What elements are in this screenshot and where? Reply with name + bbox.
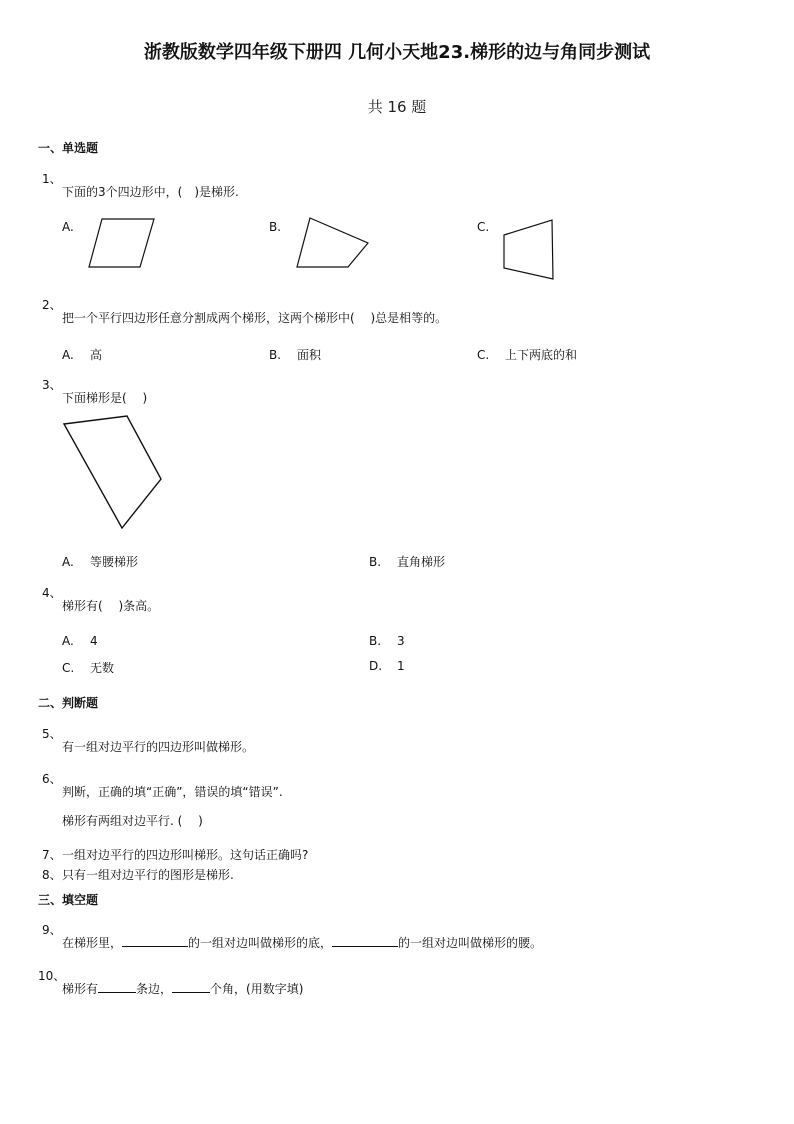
option-text: 上下两底的和 <box>505 348 578 362</box>
question-number: 5、 <box>42 727 62 741</box>
stem-text: 个角，(用数字填) <box>210 982 304 996</box>
question-number: 4、 <box>42 586 62 600</box>
section-heading-single-choice: 一、单选题 <box>38 141 99 155</box>
question-substatement: 梯形有两组对边平行. ( ) <box>62 814 203 828</box>
page-title: 浙教版数学四年级下册四 几何小天地23.梯形的边与角同步测试 <box>143 42 651 63</box>
stem-text: 梯形有 <box>62 982 99 996</box>
question-number: 1、 <box>42 172 62 186</box>
answer-blank[interactable] <box>172 982 210 993</box>
question-number: 6、 <box>42 772 62 786</box>
question-number: 10、 <box>38 969 66 983</box>
option-label: D. <box>369 659 383 673</box>
answer-blank[interactable] <box>332 936 398 947</box>
question-stem: 梯形有( )条高。 <box>62 599 160 613</box>
question-stem: 把一个平行四边形任意分割成两个梯形，这两个梯形中( )总是相等的。 <box>62 311 448 325</box>
question-number: 2、 <box>42 298 62 312</box>
question-count: 共 16 题 <box>367 98 427 116</box>
option-label: B. <box>369 634 382 648</box>
question-stem: 判断，正确的填“正确”，错误的填“错误”. <box>62 785 283 799</box>
parallelogram-figure <box>88 218 158 270</box>
question-stem <box>62 980 303 997</box>
option-label: B. <box>369 555 382 569</box>
right-trapezoid-figure <box>62 414 164 530</box>
question-stem: 下面梯形是( ) <box>62 391 148 405</box>
option-text: 4 <box>90 634 98 648</box>
question-number: 8、 <box>42 868 62 882</box>
question-number: 9、 <box>42 923 62 937</box>
question-stem: 只有一组对边平行的图形是梯形. <box>62 868 234 882</box>
section-heading-fill-in: 三、填空题 <box>38 893 99 907</box>
stem-text: 条边， <box>136 982 173 996</box>
option-c-label: C. <box>477 220 490 234</box>
option-c[interactable] <box>62 659 114 676</box>
question-stem <box>62 934 542 951</box>
option-text: 高 <box>90 348 103 362</box>
option-b[interactable] <box>269 346 321 363</box>
question-number: 7、 <box>42 848 62 862</box>
option-label: A. <box>62 555 74 569</box>
option-label: C. <box>477 348 490 362</box>
option-a[interactable] <box>62 346 102 363</box>
answer-blank[interactable] <box>98 982 136 993</box>
option-label: A. <box>62 348 74 362</box>
stem-text: 的一组对边叫做梯形的底， <box>188 936 333 950</box>
question-number: 3、 <box>42 378 62 392</box>
option-text: 面积 <box>297 348 322 362</box>
option-a[interactable] <box>62 634 98 648</box>
option-text: 3 <box>397 634 405 648</box>
irregular-quadrilateral-figure <box>296 217 372 269</box>
stem-text: 的一组对边叫做梯形的腰。 <box>398 936 543 950</box>
option-label: C. <box>62 661 75 675</box>
option-a-label: A. <box>62 220 74 234</box>
section-heading-true-false: 二、判断题 <box>38 696 99 710</box>
option-text: 1 <box>397 659 405 673</box>
trapezoid-figure <box>503 219 557 281</box>
option-b[interactable] <box>369 634 405 648</box>
question-stem: 有一组对边平行的四边形叫做梯形。 <box>62 740 255 754</box>
question-stem: 一组对边平行的四边形叫梯形。这句话正确吗? <box>62 848 309 862</box>
option-b[interactable] <box>369 553 445 570</box>
option-a[interactable] <box>62 553 138 570</box>
option-text: 直角梯形 <box>397 555 446 569</box>
option-c[interactable] <box>477 346 577 363</box>
option-b-label: B. <box>269 220 282 234</box>
answer-blank[interactable] <box>122 936 188 947</box>
stem-text: 在梯形里， <box>62 936 123 950</box>
option-text: 无数 <box>90 661 115 675</box>
option-label: B. <box>269 348 282 362</box>
option-label: A. <box>62 634 74 648</box>
question-stem: 下面的3个四边形中，( )是梯形. <box>62 185 239 199</box>
option-text: 等腰梯形 <box>90 555 139 569</box>
option-d[interactable] <box>369 659 405 673</box>
